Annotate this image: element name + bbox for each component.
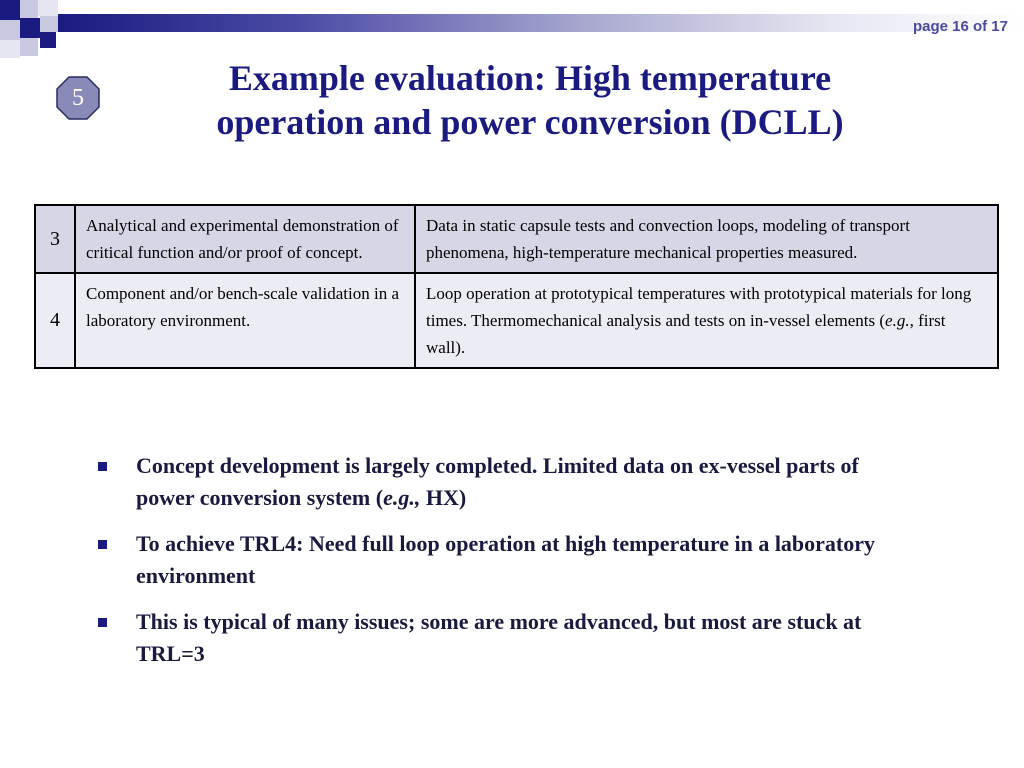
evidence-text: Loop operation at prototypical temperatures with prototypical materials for long times. Thermomechanical analysis and tests on in-vessel elements ( bbox=[426, 284, 972, 330]
list-item bbox=[96, 606, 916, 670]
slide-title-line2: operation and power conversion (DCLL) bbox=[216, 102, 844, 142]
list-item bbox=[96, 528, 916, 592]
step-badge bbox=[56, 76, 100, 120]
deco-square bbox=[40, 32, 56, 48]
deco-square bbox=[40, 16, 58, 32]
trl-evidence-cell: Data in static capsule tests and convection loops, modeling of transport phenomena, high-temperature mechanical properties measured. bbox=[415, 205, 998, 273]
bullet-italic: e.g., bbox=[383, 485, 421, 510]
deco-square bbox=[0, 20, 20, 40]
slide-title bbox=[100, 56, 960, 144]
square-bullet-icon bbox=[98, 618, 107, 627]
header-gradient-bar bbox=[58, 14, 1024, 32]
trl-level-cell: 3 bbox=[35, 205, 75, 273]
deco-square bbox=[20, 18, 40, 38]
bullet-text: HX) bbox=[420, 485, 467, 510]
bullet-list bbox=[96, 450, 916, 684]
trl-table bbox=[34, 204, 999, 369]
bullet-text: This is typical of many issues; some are more advanced, but most are stuck at TRL=3 bbox=[136, 609, 862, 666]
deco-square bbox=[0, 40, 20, 58]
trl-level-cell: 4 bbox=[35, 273, 75, 368]
list-item bbox=[96, 450, 916, 514]
square-bullet-icon bbox=[98, 540, 107, 549]
deco-square bbox=[0, 0, 20, 20]
evidence-text: first wall). bbox=[426, 311, 946, 357]
trl-description-cell: Component and/or bench-scale validation in a laboratory environment. bbox=[75, 273, 415, 368]
deco-square bbox=[20, 38, 38, 56]
page-indicator: page 16 of 17 bbox=[912, 18, 1008, 35]
trl-description-cell: Analytical and experimental demonstration of critical function and/or proof of concept. bbox=[75, 205, 415, 273]
table-row bbox=[35, 273, 998, 368]
step-badge-number: 5 bbox=[72, 85, 84, 111]
bullet-text: To achieve TRL4: Need full loop operation at high temperature in a laboratory environment bbox=[136, 531, 876, 588]
trl-evidence-cell bbox=[415, 273, 998, 368]
slide-title-line1: Example evaluation: High temperature bbox=[228, 58, 832, 98]
bullet-text: Concept development is largely completed. Limited data on ex-vessel parts of power conversion system ( bbox=[136, 453, 859, 510]
deco-square bbox=[38, 0, 58, 16]
deco-square bbox=[20, 0, 38, 18]
square-bullet-icon bbox=[98, 462, 107, 471]
table-row bbox=[35, 205, 998, 273]
evidence-italic: e.g., bbox=[885, 311, 914, 330]
